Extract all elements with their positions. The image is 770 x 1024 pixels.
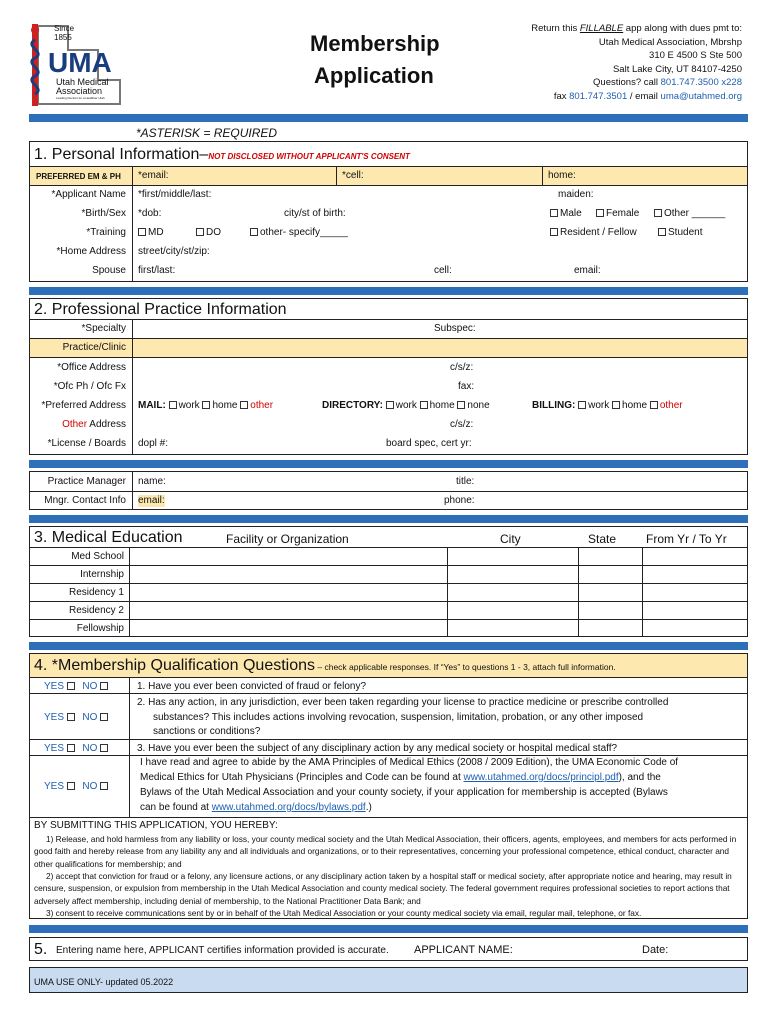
preferred-address-label: *Preferred Address bbox=[41, 400, 126, 411]
male-checkbox[interactable]: Male bbox=[550, 208, 582, 220]
title-line2: Application bbox=[314, 63, 434, 88]
release-paragraph: 1) Release, and hold harmless from any liability or loss, your county medical society and the Utah Medical Association, their officers, agents, employees, and members for acts performed in good faith and hereby release from any liability any and all individuals and organizations, or to their representatives, concerning your professional competence, ethical conduct, character and other qualifications for membership; and bbox=[34, 834, 737, 869]
fellowship-label: Fellowship bbox=[76, 623, 124, 634]
training-label: *Training bbox=[86, 227, 126, 238]
q2-line2: substances? This includes actions involving revocation, suspension, limitation, probation, or any other imposed bbox=[153, 712, 644, 723]
residency1-label: Residency 1 bbox=[68, 587, 124, 598]
applicant-name-field[interactable]: APPLICANT NAME: bbox=[414, 944, 513, 956]
contact-line5: Questions? call 801.747.3500 x228 bbox=[593, 77, 742, 88]
years-header: From Yr / To Yr bbox=[646, 532, 727, 546]
contact-line2: Utah Medical Association, Mbrshp bbox=[598, 36, 742, 48]
manager-phone-field[interactable]: phone: bbox=[444, 495, 475, 506]
spouse-email-field[interactable]: email: bbox=[574, 265, 601, 276]
divider-4 bbox=[29, 515, 748, 523]
contact-line4: Salt Lake City, UT 84107-4250 bbox=[612, 63, 742, 75]
section5-number: 5. bbox=[34, 941, 48, 958]
practice-label: Practice/Clinic bbox=[62, 342, 126, 353]
manager-title-field[interactable]: title: bbox=[456, 476, 475, 487]
divider-6 bbox=[29, 925, 748, 933]
practice-manager-section bbox=[29, 471, 748, 510]
board-field[interactable]: board spec, cert yr: bbox=[386, 438, 472, 449]
city-header: City bbox=[500, 532, 521, 546]
fax-field[interactable]: fax: bbox=[458, 381, 475, 392]
divider-2 bbox=[29, 287, 748, 295]
date-field[interactable]: Date: bbox=[642, 944, 669, 956]
spouse-name-field[interactable]: first/last: bbox=[138, 265, 176, 276]
applicant-name-label: *Applicant Name bbox=[51, 189, 126, 200]
preferred-label: PREFERRED EM & PH bbox=[36, 172, 121, 181]
logo-tagline: Leading Doctors for a Healthier Utah bbox=[56, 96, 105, 100]
female-checkbox[interactable]: Female bbox=[596, 208, 639, 220]
personal-info-section bbox=[29, 141, 748, 282]
contact-line3: 310 E 4500 S Ste 500 bbox=[649, 50, 742, 61]
q1-yes-no[interactable]: YES NO bbox=[44, 681, 110, 693]
certify-text: Entering name here, APPLICANT certifies information provided is accurate. bbox=[56, 945, 389, 956]
city-birth-field[interactable]: city/st of birth: bbox=[284, 208, 346, 219]
state-header: State bbox=[588, 532, 617, 546]
logo-line2: Association bbox=[56, 86, 103, 96]
maiden-field[interactable]: maiden: bbox=[558, 189, 594, 200]
footer-text: UMA USE ONLY- updated 05.2022 bbox=[34, 977, 174, 987]
office-csz-field[interactable]: c/s/z: bbox=[450, 362, 474, 373]
logo-year: 1855 bbox=[54, 33, 72, 42]
divider-5 bbox=[29, 642, 748, 650]
uma-logo bbox=[24, 20, 134, 108]
certification-section bbox=[29, 937, 748, 961]
principles-link[interactable]: www.utahmed.org/docs/principl.pdf bbox=[463, 772, 619, 783]
ethics-line3: Bylaws of the Utah Medical Association and your county society, if your application for membership is accepted (Bylaws bbox=[140, 787, 668, 798]
md-checkbox[interactable]: MD bbox=[138, 227, 164, 239]
q2-line1: 2. Has any action, in any jurisdiction, ever been taken regarding your license to practice medicine or prescribe controlled bbox=[137, 697, 669, 708]
contact-block bbox=[531, 22, 742, 103]
contact-line1: Return this FILLABLE app along with dues pmt to: bbox=[531, 23, 742, 34]
other-sex-checkbox[interactable]: Other ______ bbox=[654, 208, 725, 220]
submit-heading: BY SUBMITTING THIS APPLICATION, YOU HEREBY: bbox=[34, 820, 278, 831]
q3-text: 3. Have you ever been the subject of any disciplinary action by any medical society or hospital medical staff? bbox=[137, 743, 618, 754]
facility-header: Facility or Organization bbox=[226, 532, 349, 546]
asterisk-note: *ASTERISK = REQUIRED bbox=[136, 126, 278, 140]
home-address-field[interactable]: street/city/st/zip: bbox=[138, 246, 210, 257]
spouse-cell-field[interactable]: cell: bbox=[434, 265, 452, 276]
mail-options[interactable]: MAIL: work home other bbox=[138, 400, 274, 411]
ethics-line4: can be found at www.utahmed.org/docs/bylaws.pdf.) bbox=[140, 802, 372, 813]
conviction-paragraph: 2) accept that conviction for fraud or a felony, any licensure actions, or any disciplinary action taken by a hospital staff or medical society, after appropriate notice and hearing, may result in censure, suspension, or expulsion from membership in the Utah Medical Association and county medical society. The federal government requires professional societies to report actions that adversely affect membership, including denial of membership, to the National Practitioner Data Bank; and bbox=[34, 871, 732, 906]
dopl-field[interactable]: dopl #: bbox=[138, 438, 169, 449]
other-training-checkbox[interactable]: other- specify_____ bbox=[250, 227, 348, 239]
consent-paragraph: 3) consent to receive communications sent by or in behalf of the Utah Medical Association or your county medical society via email, regular mail, telephone, or fax. bbox=[46, 908, 642, 918]
education-section bbox=[29, 526, 748, 637]
contact-line6: fax 801.747.3501 / email uma@utahmed.org bbox=[553, 90, 742, 102]
manager-email-field[interactable]: email: bbox=[138, 495, 165, 506]
logo-abbr: UMA bbox=[48, 47, 112, 78]
divider-3 bbox=[29, 460, 748, 468]
residency2-label: Residency 2 bbox=[68, 605, 124, 616]
home-address-label: *Home Address bbox=[56, 246, 126, 257]
email-field[interactable]: *email: bbox=[138, 170, 169, 181]
q3-yes-no[interactable]: YES NO bbox=[44, 743, 110, 755]
email-link[interactable]: uma@utahmed.org bbox=[660, 90, 742, 102]
practice-manager-label: Practice Manager bbox=[47, 476, 126, 487]
billing-options[interactable]: BILLING: work home other bbox=[532, 400, 683, 411]
dob-field[interactable]: *dob: bbox=[138, 208, 162, 219]
home-phone-field[interactable]: home: bbox=[548, 170, 576, 181]
ethics-line1: I have read and agree to abide by the AMA Principles of Medical Ethics (2008 / 2009 Edition), the UMA Economic Code of bbox=[140, 757, 679, 768]
spouse-label: Spouse bbox=[92, 265, 126, 276]
q2-line3: sanctions or conditions? bbox=[153, 726, 261, 737]
license-label: *License / Boards bbox=[47, 438, 126, 449]
header-divider bbox=[29, 114, 748, 122]
student-checkbox[interactable]: Student bbox=[658, 227, 702, 239]
manager-contact-label: Mngr. Contact Info bbox=[44, 495, 126, 506]
manager-name-field[interactable]: name: bbox=[138, 476, 166, 487]
med-school-label: Med School bbox=[71, 551, 124, 562]
logo-line1: Utah Medical bbox=[56, 77, 109, 87]
do-checkbox[interactable]: DO bbox=[196, 227, 221, 239]
section1-title: 1. Personal Information–NOT DISCLOSED WITHOUT APPLICANT'S CONSENT bbox=[34, 146, 410, 163]
section4-title: 4. *Membership Qualification Questions – check applicable responses. If “Yes” to questions 1 - 3, attach full information. bbox=[34, 657, 616, 674]
practice-section bbox=[29, 298, 748, 455]
subspec-field[interactable]: Subspec: bbox=[434, 323, 476, 334]
specialty-label: *Specialty bbox=[81, 323, 126, 334]
birth-sex-label: *Birth/Sex bbox=[81, 208, 126, 219]
resident-checkbox[interactable]: Resident / Fellow bbox=[550, 227, 637, 239]
section3-title: 3. Medical Education bbox=[34, 529, 183, 546]
ofc-phone-label: *Ofc Ph / Ofc Fx bbox=[53, 381, 126, 392]
q4-yes-no[interactable]: YES NO bbox=[44, 781, 110, 793]
cell-field[interactable]: *cell: bbox=[342, 170, 364, 181]
logo-since: Since bbox=[54, 24, 75, 33]
directory-options[interactable]: DIRECTORY: work home none bbox=[322, 400, 490, 411]
section2-title: 2. Professional Practice Information bbox=[34, 301, 287, 318]
other-address-label: Other Address bbox=[62, 419, 126, 430]
qualification-section bbox=[29, 653, 748, 919]
q1-text: 1. Have you ever been convicted of fraud or felony? bbox=[137, 681, 367, 692]
bylaws-link[interactable]: www.utahmed.org/docs/bylaws.pdf bbox=[211, 802, 366, 813]
office-address-label: *Office Address bbox=[57, 362, 126, 373]
uma-use-only-box bbox=[29, 967, 748, 993]
title-line1: Membership bbox=[310, 31, 440, 56]
internship-label: Internship bbox=[80, 569, 124, 580]
ethics-line2: Medical Ethics for Utah Physicians (Principles and Code can be found at www.utahmed.org/docs/principl.pdf), and the bbox=[140, 772, 661, 783]
name-field[interactable]: *first/middle/last: bbox=[138, 189, 212, 200]
other-csz-field[interactable]: c/s/z: bbox=[450, 419, 474, 430]
q2-yes-no[interactable]: YES NO bbox=[44, 712, 110, 724]
